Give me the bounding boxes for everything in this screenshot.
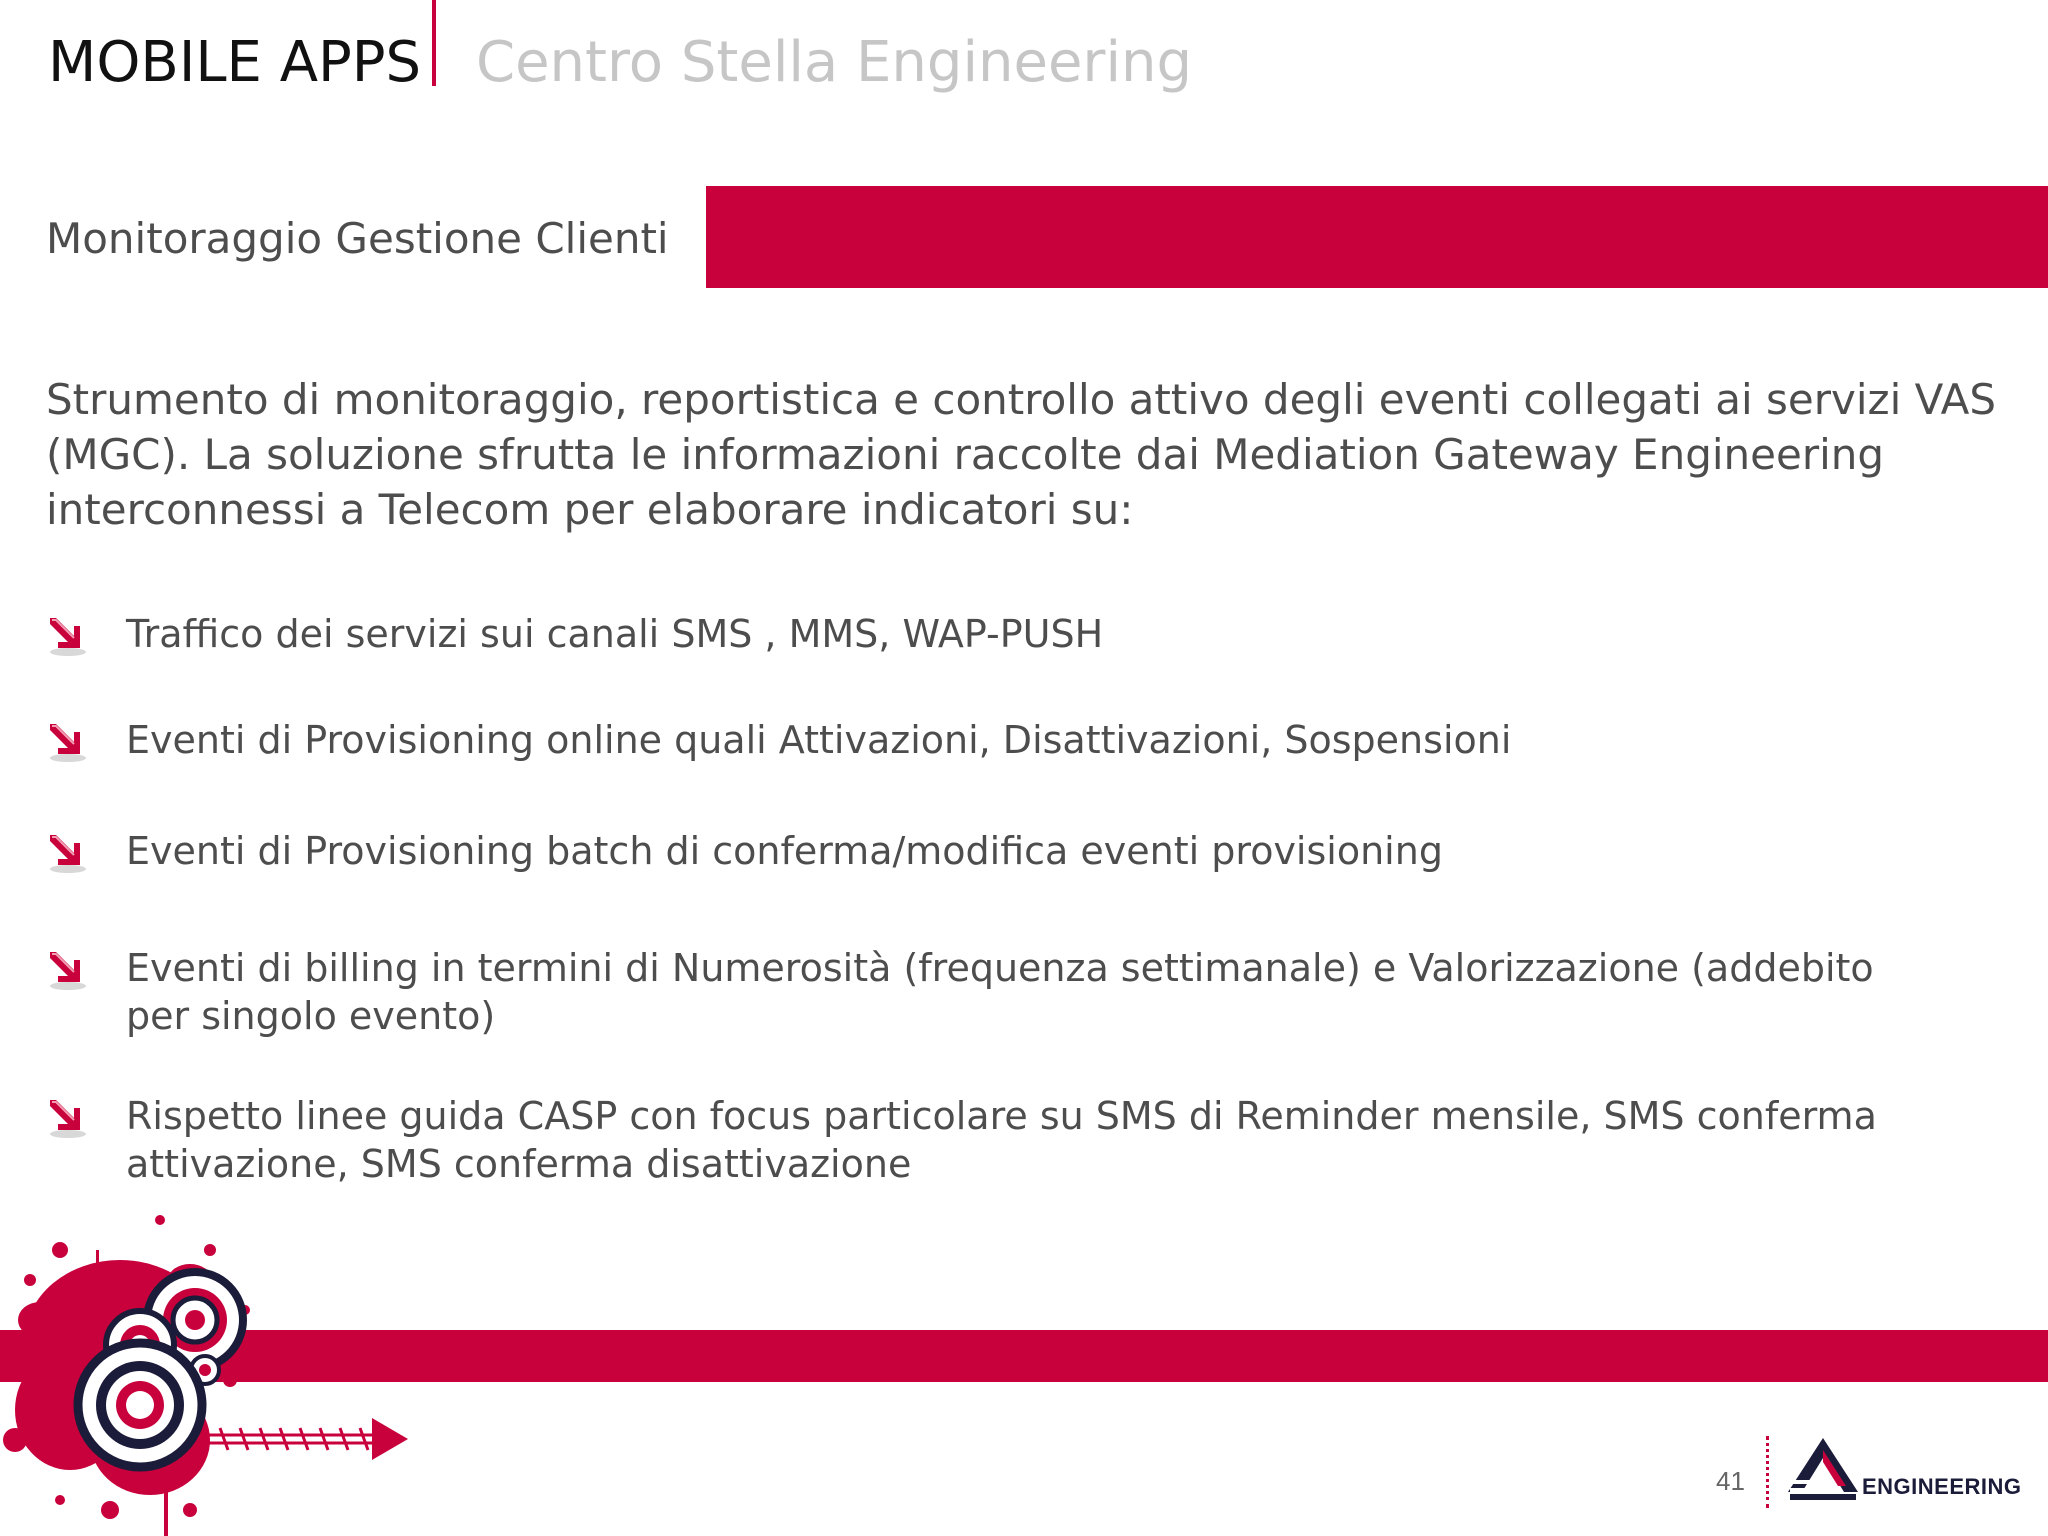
red-arrow-bullet-icon bbox=[46, 948, 90, 992]
bullet-text: Rispetto linee guida CASP con focus particolare su SMS di Reminder mensile, SMS conferma attivazione, SMS conferma disattivazione bbox=[126, 1094, 1877, 1186]
section-accent-bar bbox=[706, 186, 2048, 288]
section-title: Monitoraggio Gestione Clienti bbox=[46, 214, 669, 263]
intro-paragraph: Strumento di monitoraggio, reportistica e controllo attivo degli eventi collegati ai servizi VAS (MGC). La soluzione sfrutta le informazioni raccolte dai Mediation Gateway Engineering interconnessi a Telecom per elaborare indicatori su: bbox=[46, 375, 1997, 534]
logo-text: ENGINEERING bbox=[1862, 1474, 2022, 1499]
red-arrow-bullet-icon bbox=[46, 720, 90, 764]
bullet-text: Eventi di billing in termini di Numerosità (frequenza settimanale) e Valorizzazione (addebito per singolo evento) bbox=[126, 946, 1874, 1038]
paint-splash-target-icon bbox=[0, 1210, 420, 1536]
page-number: 41 bbox=[1716, 1466, 1745, 1496]
header-divider bbox=[432, 0, 436, 86]
bullet-text: Traffico dei servizi sui canali SMS , MMS, WAP-PUSH bbox=[126, 612, 1104, 656]
bullet-text: Eventi di Provisioning online quali Attivazioni, Disattivazioni, Sospensioni bbox=[126, 718, 1512, 762]
red-arrow-bullet-icon bbox=[46, 831, 90, 875]
red-arrow-bullet-icon bbox=[46, 1096, 90, 1140]
brand-subtitle: Centro Stella Engineering bbox=[476, 30, 1193, 95]
bullet-text: Eventi di Provisioning batch di conferma/modifica eventi provisioning bbox=[126, 829, 1443, 873]
brand-title: MOBILE APPS bbox=[48, 30, 422, 95]
slide-header bbox=[0, 0, 2048, 120]
red-arrow-bullet-icon bbox=[46, 614, 90, 658]
engineering-logo-icon bbox=[1786, 1436, 1860, 1502]
footer-divider bbox=[1766, 1436, 1769, 1508]
